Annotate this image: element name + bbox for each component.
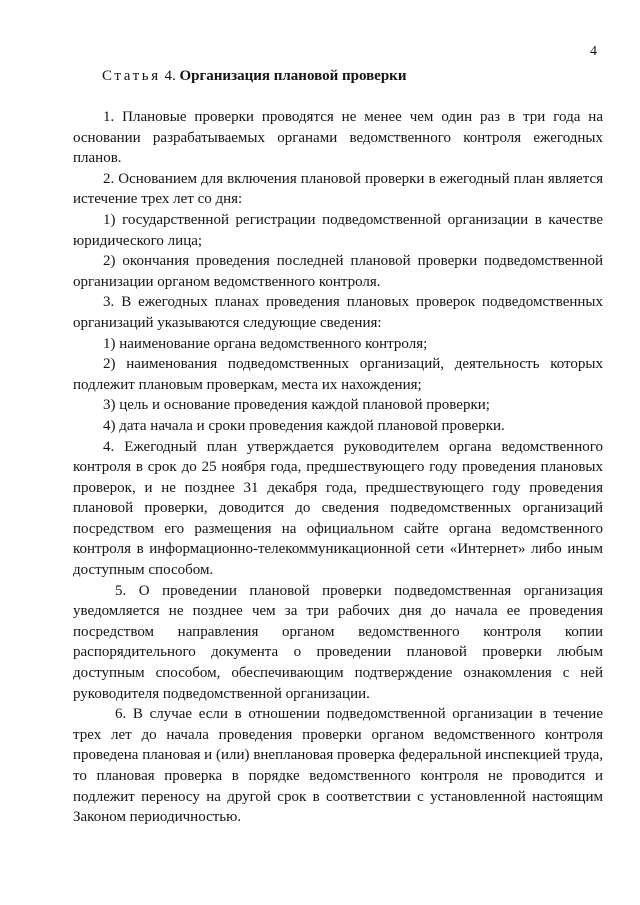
page-number: 4 xyxy=(590,44,597,59)
paragraph-3: 3. В ежегодных планах проведения плановых проверок подведомственных организаций указываются следующие сведения: xyxy=(73,294,603,331)
paragraph-4: 4. Ежегодный план утверждается руководителем органа ведомственного контроля в срок до 25 ноября года, предшествующего году проведения плановых проверок, и не позднее 31 декабря года, предшествующего году проведения плановой проверки, доводится до сведения подведомственных организаций посредством его размещения на официальном сайте органа ведомственного контроля в информационно-телекоммуникационной сети «Интернет» либо иным доступным способом. xyxy=(73,438,603,579)
list-item-3-4: 4) дата начала и сроки проведения каждой плановой проверки. xyxy=(103,417,505,434)
paragraph-6: 6. В случае если в отношении подведомственной организации в течение трех лет до начала проведения проверки органом ведомственного контроля проведена плановая и (или) внеплановая проверка федеральной инспекцией труда, то плановая проверка в порядке ведомственного контроля не проводится и подлежит переносу на другой срок в соответствии с установленной настоящим Законом периодичностью. xyxy=(73,706,603,826)
paragraph-1: 1. Плановые проверки проводятся не менее чем один раз в три года на основании разрабатываемых органами ведомственного контроля ежегодных планов. xyxy=(73,109,603,167)
paragraph-2: 2. Основанием для включения плановой проверки в ежегодный план является истечение трех лет со дня: xyxy=(73,170,603,208)
article-heading xyxy=(102,68,406,85)
article-label: Статья xyxy=(102,68,161,84)
list-item-3-3: 3) цель и основание проведения каждой плановой проверки; xyxy=(103,397,490,414)
article-number: 4. xyxy=(164,68,176,84)
list-item-2-1: 1) государственной регистрации подведомственной организации в качестве юридического лица; xyxy=(73,211,603,249)
list-item-3-2: 2) наименования подведомственных организаций, деятельность которых подлежит плановым проверкам, места их нахождения; xyxy=(73,356,603,393)
article-body xyxy=(73,107,603,828)
list-item-2-2: 2) окончания проведения последней плановой проверки подведомственной организации органом ведомственного контроля. xyxy=(73,253,603,290)
article-title: Организация плановой проверки xyxy=(179,68,407,84)
list-item-3-1: 1) наименование органа ведомственного контроля; xyxy=(103,335,428,352)
paragraph-5: 5. О проведении плановой проверки подведомственная организация уведомляется не позднее чем за три рабочих дня до начала ее проведения посредством направления органом ведомственного контроля копии распорядительного документа о проведении плановой проверки любым доступным способом, обеспечивающим подтверждение ознакомления с ней руководителя подведомственной организации. xyxy=(73,582,603,702)
